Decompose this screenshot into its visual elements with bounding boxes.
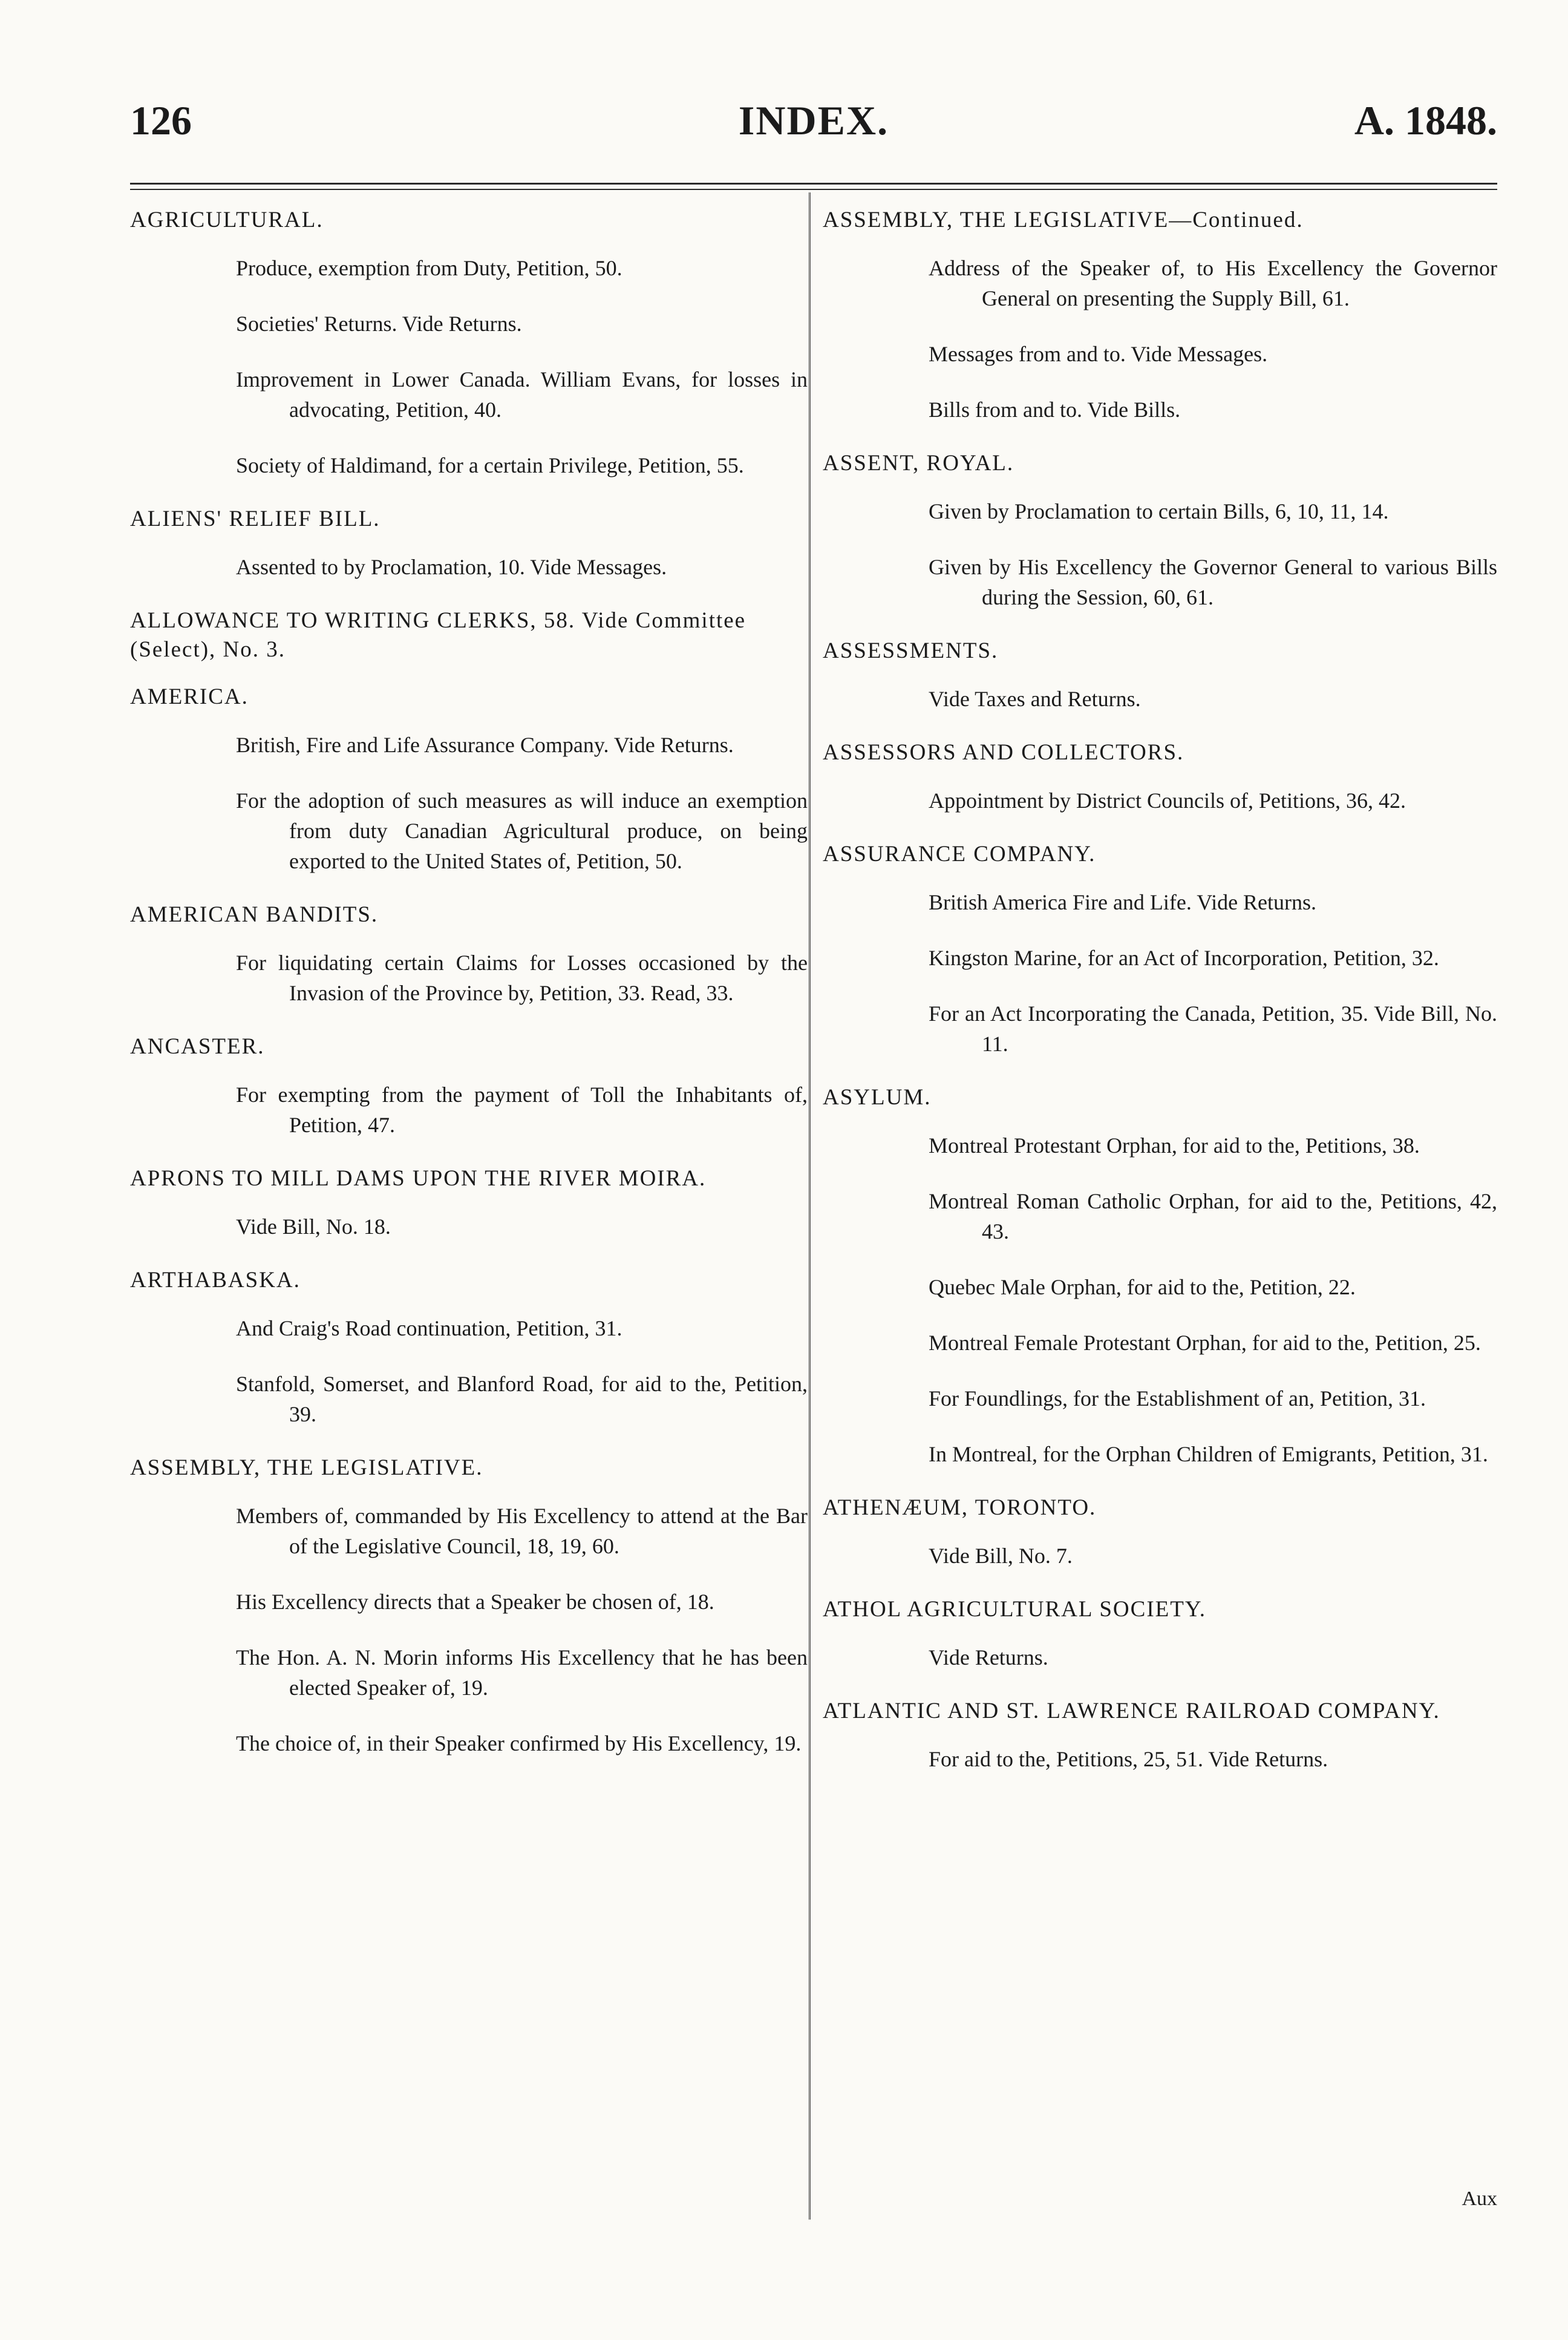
index-entry: For Foundlings, for the Establishment of an, Petition, 31. (929, 1386, 1426, 1411)
index-entry: The choice of, in their Speaker confirmed by His Excellency, 19. (236, 1731, 802, 1755)
index-entry: For the adoption of such measures as will induce an exemption from duty Canadian Agricultural produce, on being exported to the United States of, Petition, 50. (236, 788, 808, 873)
index-entry: Address of the Speaker of, to His Excellency the Governor General on presenting the Supply Bill, 61. (929, 256, 1497, 310)
page-title: INDEX. (738, 97, 889, 143)
index-entry: Improvement in Lower Canada. William Evans, for losses in advocating, Petition, 40. (236, 367, 808, 422)
index-entry: The Hon. A. N. Morin informs His Excellency that he has been elected Speaker of, 19. (236, 1645, 808, 1700)
index-group (130, 1164, 808, 1242)
index-entry: His Excellency directs that a Speaker be chosen of, 18. (236, 1590, 714, 1614)
index-entry: Stanfold, Somerset, and Blanford Road, for aid to the, Petition, 39. (236, 1372, 808, 1426)
index-heading: ANCASTER. (130, 1034, 265, 1059)
index-entry: Societies' Returns. Vide Returns. (236, 312, 522, 336)
index-group (130, 606, 808, 664)
index-heading: APRONS TO MILL DAMS UPON THE RIVER MOIRA. (130, 1166, 707, 1191)
index-heading: ASSENT, ROYAL. (823, 451, 1014, 476)
index-group (130, 1032, 808, 1140)
index-group (823, 1083, 1497, 1469)
index-group (130, 505, 808, 582)
index-heading: AMERICA. (130, 684, 249, 709)
index-heading: ASYLUM. (823, 1085, 932, 1110)
index-entry: For aid to the, Petitions, 25, 51. Vide Returns. (929, 1747, 1328, 1771)
index-entry: Messages from and to. Vide Messages. (929, 342, 1268, 366)
index-group (823, 1493, 1497, 1571)
index-heading: ATHOL AGRICULTURAL SOCIETY. (823, 1597, 1207, 1622)
index-entry: Produce, exemption from Duty, Petition, 50. (236, 256, 622, 280)
index-entry: Vide Bill, No. 18. (236, 1214, 391, 1239)
index-entry: Assented to by Proclamation, 10. Vide Messages. (236, 555, 667, 579)
index-entry: Montreal Female Protestant Orphan, for aid to the, Petition, 25. (929, 1331, 1481, 1355)
index-entry: And Craig's Road continuation, Petition, 31. (236, 1316, 622, 1340)
index-group (823, 206, 1497, 425)
catchword: Aux (1462, 2188, 1497, 2210)
index-entry: Vide Bill, No. 7. (929, 1544, 1073, 1568)
index-entry: Given by Proclamation to certain Bills, 6, 10, 11, 14. (929, 499, 1389, 523)
index-entry: Vide Returns. (929, 1645, 1048, 1670)
index-group (130, 206, 808, 480)
index-heading: AGRICULTURAL. (130, 208, 324, 232)
index-entry: In Montreal, for the Orphan Children of Emigrants, Petition, 31. (929, 1442, 1488, 1466)
index-entry: Given by His Excellency the Governor General to various Bills during the Session, 60, 61. (929, 555, 1497, 609)
index-group (823, 637, 1497, 714)
left-column (130, 206, 808, 1783)
index-entry: Montreal Protestant Orphan, for aid to the, Petitions, 38. (929, 1133, 1420, 1158)
index-heading: AMERICAN BANDITS. (130, 902, 379, 927)
index-heading: ASSESSORS AND COLLECTORS. (823, 740, 1184, 765)
index-entry: Bills from and to. Vide Bills. (929, 398, 1181, 422)
page-header (130, 91, 1497, 157)
index-heading: ALLOWANCE TO WRITING CLERKS, 58. Vide Committee (Select), No. 3. (130, 608, 746, 662)
index-heading: ASSESSMENTS. (823, 638, 999, 663)
index-entry: For an Act Incorporating the Canada, Petition, 35. Vide Bill, No. 11. (929, 1001, 1497, 1056)
index-group (130, 683, 808, 876)
header-rule-thin (130, 189, 1497, 190)
index-group (823, 1697, 1497, 1774)
index-entry: Kingston Marine, for an Act of Incorporation, Petition, 32. (929, 946, 1439, 970)
index-entry: British America Fire and Life. Vide Returns. (929, 890, 1317, 914)
column-divider (809, 192, 813, 2220)
index-entry: For exempting from the payment of Toll the Inhabitants of, Petition, 47. (236, 1083, 808, 1137)
index-group (823, 738, 1497, 816)
index-entry: Vide Taxes and Returns. (929, 687, 1141, 711)
right-column (823, 206, 1497, 1798)
index-group (823, 840, 1497, 1059)
index-heading: ATLANTIC AND ST. LAWRENCE RAILROAD COMPANY. (823, 1699, 1440, 1723)
index-group (130, 900, 808, 1008)
page-number: 126 (130, 97, 192, 143)
index-entry: For liquidating certain Claims for Losses occasioned by the Invasion of the Province by, Petition, 33. Read, 33. (236, 951, 808, 1005)
index-entry: Montreal Roman Catholic Orphan, for aid to the, Petitions, 42, 43. (929, 1189, 1497, 1244)
index-entry: Members of, commanded by His Excellency to attend at the Bar of the Legislative Council, 18, 19, 60. (236, 1504, 808, 1558)
index-group (130, 1453, 808, 1758)
index-entry: Appointment by District Councils of, Petitions, 36, 42. (929, 788, 1406, 813)
index-entry: Society of Haldimand, for a certain Privilege, Petition, 55. (236, 453, 744, 477)
index-group (823, 1595, 1497, 1673)
index-group (823, 449, 1497, 612)
index-heading: ASSEMBLY, THE LEGISLATIVE—Continued. (823, 208, 1304, 232)
index-entry: Quebec Male Orphan, for aid to the, Petition, 22. (929, 1275, 1356, 1299)
index-heading: ATHENÆUM, TORONTO. (823, 1495, 1097, 1520)
index-heading: ASSEMBLY, THE LEGISLATIVE. (130, 1455, 483, 1480)
page-year: A. 1848. (1354, 97, 1497, 143)
index-heading: ASSURANCE COMPANY. (823, 842, 1096, 867)
index-heading: ARTHABASKA. (130, 1268, 301, 1293)
index-heading: ALIENS' RELIEF BILL. (130, 506, 381, 531)
header-rule (130, 183, 1497, 185)
index-entry: British, Fire and Life Assurance Company. Vide Returns. (236, 733, 734, 757)
index-group (130, 1266, 808, 1429)
